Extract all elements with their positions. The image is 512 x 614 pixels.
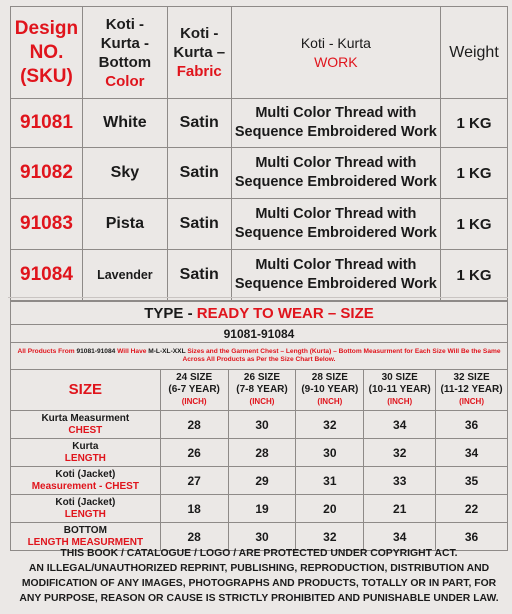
measurement-value: 30 — [228, 523, 296, 551]
note-part1: All Products From — [17, 347, 77, 355]
measurement-value: 22 — [436, 495, 508, 523]
measurement-label-main: Kurta Measurment — [41, 412, 130, 424]
product-table — [10, 6, 508, 301]
product-work — [231, 99, 440, 148]
measurement-value: 28 — [160, 523, 228, 551]
measurement-row — [11, 439, 508, 467]
product-weight: 1 KG — [441, 250, 508, 301]
measurement-value: 36 — [436, 411, 508, 439]
header-color — [82, 7, 167, 99]
size-chart-table — [10, 301, 508, 551]
size-chart-type — [11, 302, 508, 325]
section-divider — [8, 297, 508, 298]
measurement-value: 26 — [160, 439, 228, 467]
size-chart-note-row — [11, 343, 508, 370]
size-age: (6-7 YEAR) — [168, 384, 220, 395]
size-unit: (INCH) — [181, 397, 207, 406]
size-age: (11-12 YEAR) — [440, 384, 503, 395]
size-name: 24 SIZE — [176, 372, 213, 383]
size-unit: (INCH) — [387, 397, 413, 406]
product-color: Pista — [82, 199, 167, 250]
measurement-value: 33 — [364, 467, 436, 495]
product-color: White — [82, 99, 167, 148]
product-work-line1: Multi Color Thread with — [255, 257, 417, 273]
measurement-label-main: Koti (Jacket) — [55, 468, 116, 480]
measurement-row — [11, 411, 508, 439]
size-chart-range-row — [11, 325, 508, 343]
header-fabric — [167, 7, 231, 99]
size-column-header — [436, 370, 508, 411]
size-column-header — [296, 370, 364, 411]
product-row — [11, 99, 508, 148]
measurement-value: 30 — [228, 411, 296, 439]
header-color-line1: Koti - — [105, 15, 145, 33]
product-sku: 91084 — [11, 250, 83, 301]
header-design-line1: Design — [14, 17, 79, 39]
header-color-line2: Kurta - — [100, 34, 150, 52]
measurement-value: 31 — [296, 467, 364, 495]
type-prefix: TYPE - — [144, 304, 197, 322]
header-color-red: Color — [105, 72, 145, 90]
size-age: (7-8 YEAR) — [236, 384, 288, 395]
header-weight: Weight — [441, 7, 508, 99]
size-column-header — [160, 370, 228, 411]
product-work-line2: Sequence Embroidered Work — [234, 124, 437, 140]
header-color-line3: Bottom — [98, 53, 152, 71]
measurement-label-sub: LENGTH MEASURMENT — [27, 536, 144, 548]
measurement-value: 36 — [436, 523, 508, 551]
product-table-header — [11, 7, 508, 99]
header-design-line2: NO. — [29, 41, 64, 63]
product-work-line2: Sequence Embroidered Work — [234, 276, 437, 292]
measurement-label-sub: LENGTH — [64, 452, 106, 464]
measurement-label — [11, 439, 161, 467]
measurement-value: 35 — [436, 467, 508, 495]
measurement-label-main: Koti (Jacket) — [55, 496, 116, 508]
measurement-label-main: Kurta — [72, 440, 99, 452]
measurement-value: 27 — [160, 467, 228, 495]
measurement-label — [11, 411, 161, 439]
measurement-label-sub: LENGTH — [64, 508, 106, 520]
product-work-line1: Multi Color Thread with — [255, 206, 417, 222]
header-design-line3: (SKU) — [20, 65, 73, 87]
product-fabric: Satin — [167, 99, 231, 148]
header-work-line1: Koti - Kurta — [300, 34, 371, 51]
product-work — [231, 250, 440, 301]
measurement-row — [11, 495, 508, 523]
measurement-value: 34 — [364, 523, 436, 551]
size-name: 28 SIZE — [311, 372, 348, 383]
size-unit: (INCH) — [249, 397, 275, 406]
product-work-line2: Sequence Embroidered Work — [234, 225, 437, 241]
size-chart-note — [11, 343, 508, 370]
note-part3: Will Have — [115, 347, 149, 355]
product-color: Sky — [82, 148, 167, 199]
copyright-line: MODIFICATION OF ANY IMAGES, PHOTOGRAPHS AND PRODUCTS, TOTALLY OR IN PART, FOR — [21, 578, 497, 589]
measurement-value: 28 — [228, 439, 296, 467]
product-work — [231, 199, 440, 250]
size-column-header — [228, 370, 296, 411]
size-age: (9-10 YEAR) — [301, 384, 359, 395]
measurement-label-sub: CHEST — [68, 424, 103, 436]
measurement-label — [11, 467, 161, 495]
measurement-value: 32 — [296, 411, 364, 439]
measurement-value: 34 — [364, 411, 436, 439]
measurement-value: 32 — [296, 523, 364, 551]
measurement-value: 34 — [436, 439, 508, 467]
size-name: 26 SIZE — [243, 372, 281, 383]
product-color: Lavender — [82, 250, 167, 301]
product-row — [11, 148, 508, 199]
size-column-header — [364, 370, 436, 411]
measurement-label-main: BOTTOM — [63, 524, 107, 536]
copyright-line: AN ILLEGAL/UNAUTHORIZED REPRINT, PUBLISHING, REPRODUCTION, DISTRIBUTION AND — [28, 563, 490, 574]
size-label: SIZE — [11, 370, 161, 411]
copyright-line: THIS BOOK / CATALOGUE / LOGO / ARE PROTECTED UNDER COPYRIGHT ACT. — [60, 548, 458, 559]
product-work — [231, 148, 440, 199]
note-part2: 91081-91084 — [76, 347, 116, 355]
size-header-row — [11, 370, 508, 411]
measurement-label-sub: Measurement - CHEST — [31, 480, 139, 492]
size-name: 30 SIZE — [381, 372, 418, 383]
measurement-value: 20 — [296, 495, 364, 523]
product-row — [11, 199, 508, 250]
product-sku: 91081 — [11, 99, 83, 148]
measurement-value: 19 — [228, 495, 296, 523]
measurement-row — [11, 467, 508, 495]
product-weight: 1 KG — [441, 99, 508, 148]
header-fabric-red: Fabric — [176, 63, 222, 80]
header-fabric-line2: Kurta – — [173, 44, 226, 61]
note-part5: Sizes and the Garment Chest – Length (Kurta) – Bottom Measurment for Each Size Will Be the Same Across All Products as Per the Size Chart Below. — [182, 347, 501, 363]
note-part4: M-L-XL-XXL — [148, 347, 186, 355]
product-work-line2: Sequence Embroidered Work — [234, 174, 437, 190]
measurement-value: 29 — [228, 467, 296, 495]
measurement-value: 32 — [364, 439, 436, 467]
product-weight: 1 KG — [441, 199, 508, 250]
measurement-label — [11, 495, 161, 523]
size-name: 32 SIZE — [453, 372, 490, 383]
measurement-value: 28 — [160, 411, 228, 439]
header-design-sku — [11, 7, 83, 99]
product-work-line1: Multi Color Thread with — [255, 105, 417, 121]
product-fabric: Satin — [167, 148, 231, 199]
copyright-line: ANY PURPOSE, REASON OR CAUSE IS STRICTLY PROHIBITED AND PUNISHABLE UNDER LAW. — [19, 593, 499, 604]
size-age: (10-11 YEAR) — [368, 384, 431, 395]
copyright-notice — [10, 546, 508, 606]
header-work — [231, 7, 440, 99]
product-sku: 91083 — [11, 199, 83, 250]
product-work-line1: Multi Color Thread with — [255, 155, 417, 171]
size-chart-type-row — [11, 302, 508, 325]
product-fabric: Satin — [167, 250, 231, 301]
size-chart-range: 91081-91084 — [11, 325, 508, 343]
size-unit: (INCH) — [459, 397, 484, 406]
product-weight: 1 KG — [441, 148, 508, 199]
measurement-value: 30 — [296, 439, 364, 467]
header-fabric-line1: Koti - — [180, 25, 219, 42]
size-unit: (INCH) — [317, 397, 343, 406]
type-ready-to-wear: READY TO WEAR – SIZE — [196, 304, 374, 322]
product-fabric: Satin — [167, 199, 231, 250]
measurement-value: 21 — [364, 495, 436, 523]
product-sku: 91082 — [11, 148, 83, 199]
measurement-value: 18 — [160, 495, 228, 523]
header-work-red: WORK — [314, 53, 358, 70]
product-row — [11, 250, 508, 301]
